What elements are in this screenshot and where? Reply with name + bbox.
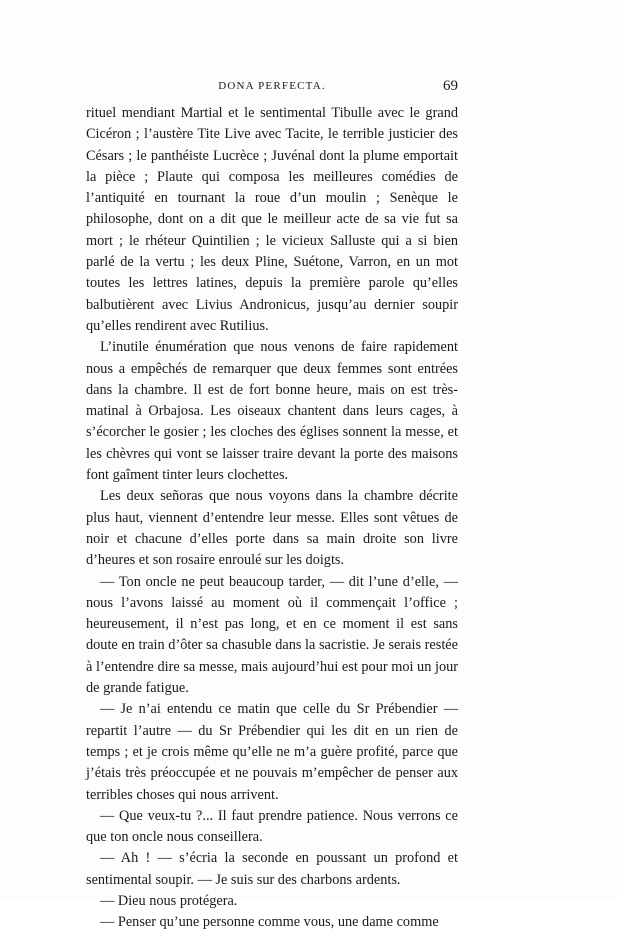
dialogue-paragraph: — Ah ! — s’écria la seconde en poussant un profond et sentimental soupir. — Je suis sur des charbons ardents. — [86, 850, 458, 888]
dialogue-paragraph: — Dieu nous protégera. — [100, 892, 238, 909]
dialogue-paragraph: — Que veux-tu ?... Il faut prendre patience. Nous verrons ce que ton oncle nous conseillera. — [86, 807, 458, 846]
running-title: DONA PERFECTA. — [218, 80, 326, 92]
paragraph-continued: rituel mendiant Martial et le sentimental Tibulle avec le grand Cicéron ; l’austère Tite Live avec Tacite, le terrible justicier des Césars ; le panthéiste Lucrèce ; Juvénal dont la plume emportait la pièce ; Plaute qui composa les meilleures comédies de l’antiquité en tournant la roue d’un moulin ; Senèque le philosophe, dont on a dit que le meilleur acte de sa vie fut sa mort ; le rhéteur Quintilien ; le vicieux Salluste qui a si bien parlé de la vertu ; les deux Pline, Suétone, Varron, en un mot toutes les lettres latines, depuis la première parole qu’elles balbutièrent avec Livius Andronicus, jusqu’au dernier soupir qu’elles rendirent avec Rutilius. — [86, 105, 458, 334]
dialogue-paragraph: — Penser qu’une personne comme vous, une dame comme — [100, 914, 439, 931]
body-text — [86, 103, 458, 934]
page-number: 69 — [443, 78, 458, 94]
dialogue-paragraph: — Je n’ai entendu ce matin que celle du Sr Prébendier — repartit l’autre — du Sr Prébendier qui les dit en un rien de temps ; et je crois même qu’elle ne m’a guère profité, parce que j’étais très préoccupée et ne pouvais m’empêcher de penser aux terribles choses qui nous arrivent. — [86, 701, 458, 803]
paragraph: Les deux señoras que nous voyons dans la chambre décrite plus haut, viennent d’entendre leur messe. Elles sont vêtues de noir et chacune d’elles porte dans sa main droite son livre d’heures et son rosaire enroulé sur les doigts. — [86, 488, 458, 569]
running-header — [86, 78, 458, 98]
dialogue-paragraph: — Ton oncle ne peut beaucoup tarder, — dit l’une d’elle, — nous l’avons laissé au moment où il commençait l’office ; heureusement, il n’est pas long, et en ce moment il est sans doute en train d’ôter sa chasuble dans la sacristie. Je serais restée à l’entendre dire sa messe, mais aujourd’hui est pour moi un jour de grande fatigue. — [86, 573, 458, 697]
paragraph: L’inutile énumération que nous venons de faire rapidement nous a empêchés de remarquer que deux femmes sont entrées dans la chambre. Il est de fort bonne heure, mais on est très-matinal à Orbajosa. Les oiseaux chantent dans leurs cages, à s’écorcher le gosier ; les cloches des églises sonnent la messe, et les chèvres qui vont se laisser traire devant la porte des maisons font gaîment tinter leurs clochettes. — [86, 339, 458, 484]
